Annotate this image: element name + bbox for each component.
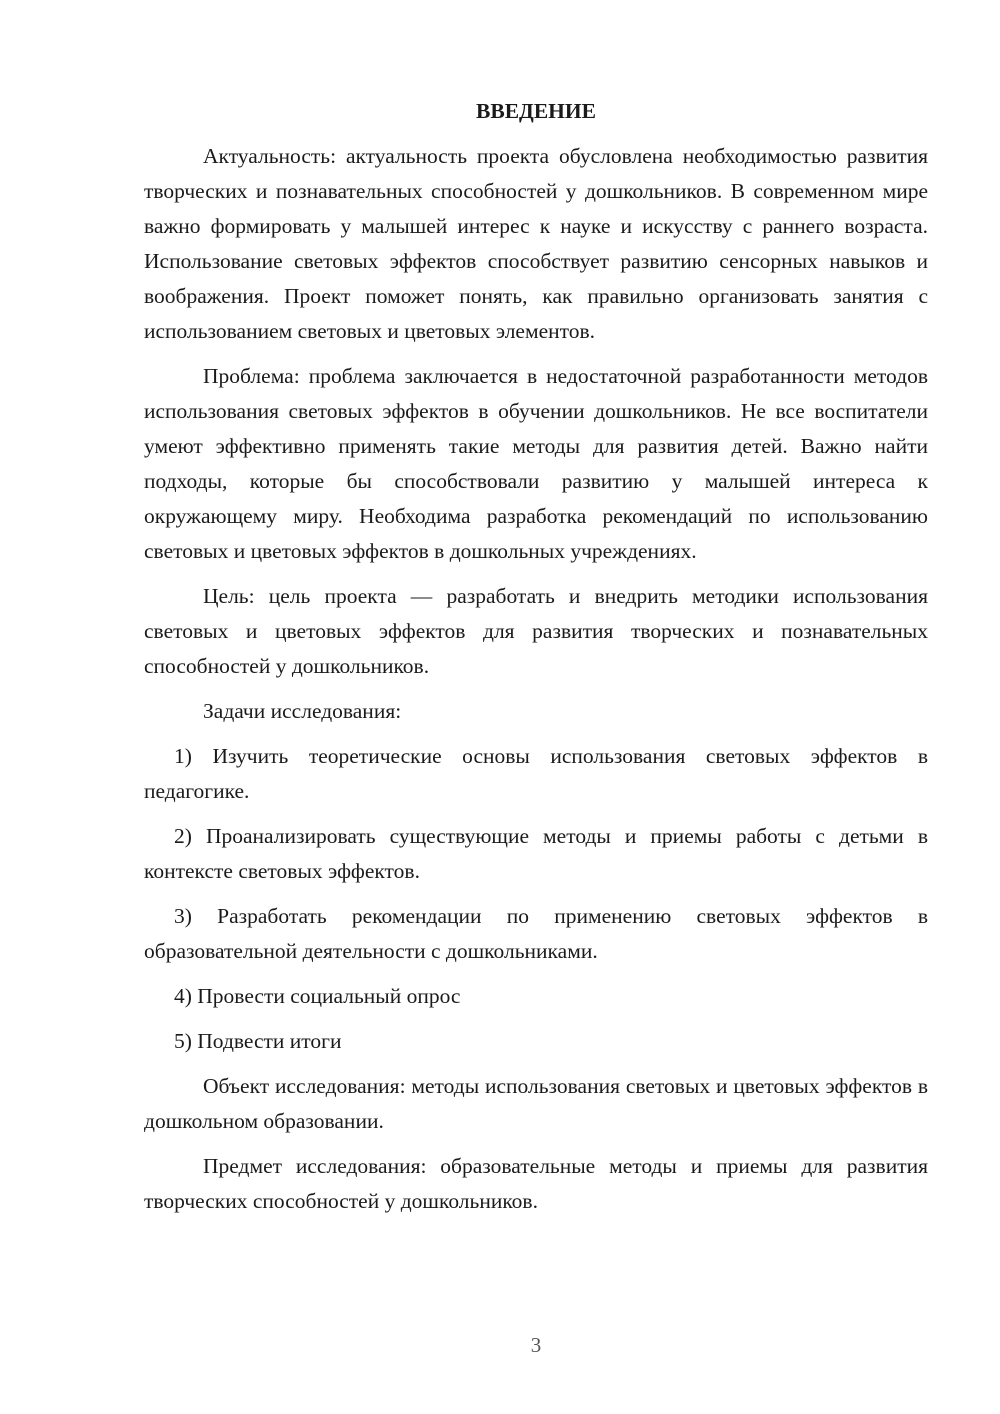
task-item: 1) Изучить теоретические основы использования световых эффектов в педагогике. (144, 744, 928, 803)
relevance-paragraph: Актуальность: актуальность проекта обусловлена необходимостью развития творческих и познавательных способностей у дошкольников. В современном мире важно формировать у малышей интерес к науке и искусству с раннего возраста. Использование световых эффектов способствует развитию сенсорных навыков и воображения. Проект поможет понять, как правильно организовать занятия с использованием световых и цветовых элементов. (144, 144, 928, 343)
section-title: ВВЕДЕНИЕ (476, 99, 596, 123)
problem-paragraph: Проблема: проблема заключается в недостаточной разработанности методов использования световых эффектов в обучении дошкольников. Не все воспитатели умеют эффективно применять такие методы для развития детей. Важно найти подходы, которые бы способствовали развитию у малышей интереса к окружающему миру. Необходима разработка рекомендаций по использованию световых и цветовых эффектов в дошкольных учреждениях. (144, 364, 928, 563)
goal-paragraph: Цель: цель проекта — разработать и внедрить методики использования световых и цветовых эффектов для развития творческих и познавательных способностей у дошкольников. (144, 584, 928, 678)
subject-paragraph: Предмет исследования: образовательные методы и приемы для развития творческих способностей у дошкольников. (144, 1154, 928, 1213)
task-item: 3) Разработать рекомендации по применению световых эффектов в образовательной деятельности с дошкольниками. (144, 904, 928, 963)
task-item: 5) Подвести итоги (174, 1029, 342, 1053)
object-paragraph: Объект исследования: методы использования световых и цветовых эффектов в дошкольном образовании. (144, 1074, 928, 1133)
task-item: 2) Проанализировать существующие методы и приемы работы с детьми в контексте световых эффектов. (144, 824, 928, 883)
task-item: 4) Провести социальный опрос (174, 984, 461, 1008)
page-content (144, 94, 928, 1229)
tasks-heading: Задачи исследования: (203, 699, 402, 723)
page-number: 3 (530, 1333, 542, 1357)
